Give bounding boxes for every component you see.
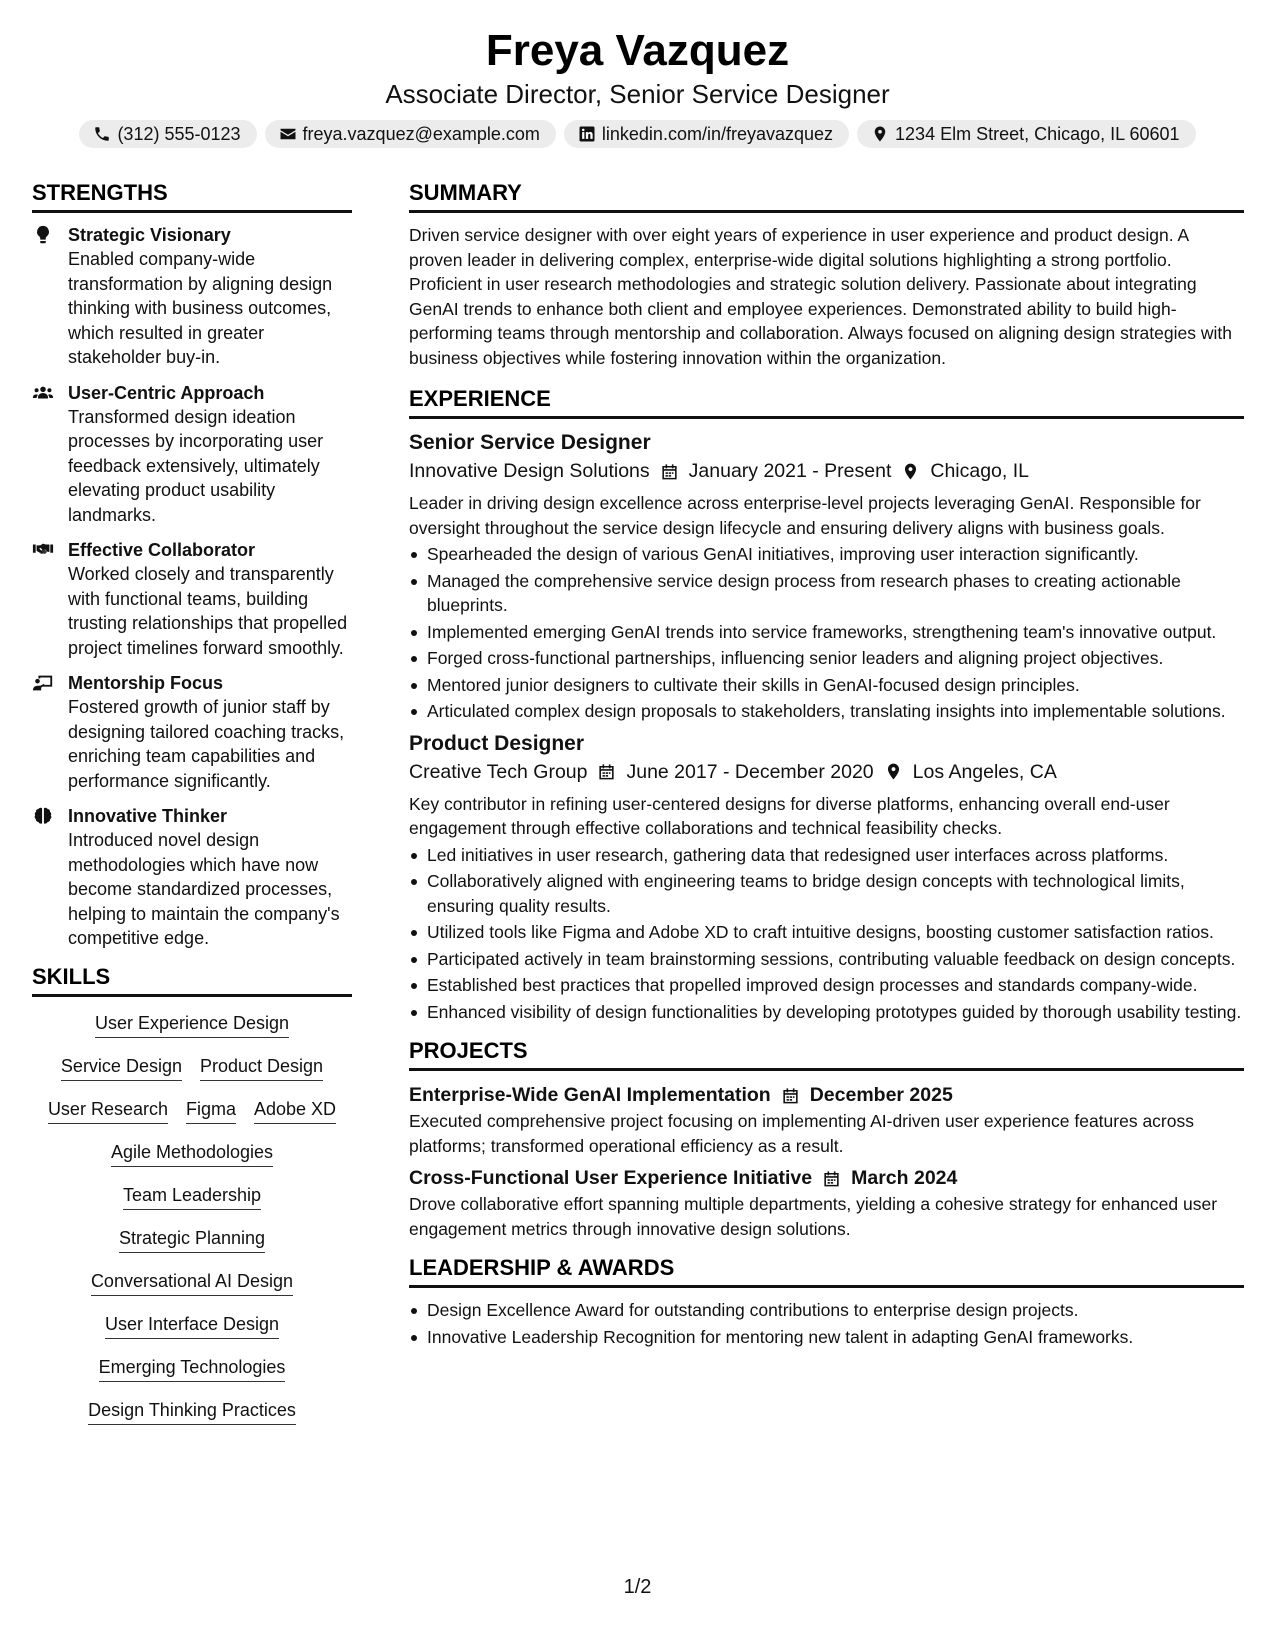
awards-list <box>409 1298 1244 1349</box>
strength-desc: Transformed design ideation processes by incorporating user feedback extensively, ultimately elevating product usability landmarks. <box>68 406 324 525</box>
contact-address-text: 1234 Elm Street, Chicago, IL 60601 <box>895 124 1180 144</box>
skill-row <box>32 1140 352 1167</box>
calendar-icon <box>781 1086 800 1105</box>
contact-linkedin[interactable] <box>564 120 849 148</box>
strength-item <box>32 538 352 660</box>
project-entry <box>409 1164 1244 1241</box>
job-dates: June 2017 - December 2020 <box>626 760 874 783</box>
list-item: Enhanced visibility of design functionalities by developing prototypes guided by thorough usability testing. <box>409 1000 1244 1025</box>
job-location: Los Angeles, CA <box>912 760 1057 783</box>
list-item: Spearheaded the design of various GenAI initiatives, improving user interaction significantly. <box>409 542 1244 567</box>
skill-tag: Adobe XD <box>254 1097 336 1124</box>
strengths-heading: STRENGTHS <box>32 178 352 213</box>
calendar-icon <box>822 1169 841 1188</box>
project-title: Cross-Functional User Experience Initiative <box>409 1167 813 1189</box>
linkedin-icon <box>578 125 596 143</box>
job-entry <box>409 730 1244 1025</box>
skill-tag: Conversational AI Design <box>91 1269 293 1296</box>
skill-tag: Service Design <box>61 1054 182 1081</box>
list-item: Established best practices that propelled improved design processes and standards company-wide. <box>409 973 1244 998</box>
project-entry <box>409 1081 1244 1158</box>
strength-title: User-Centric Approach <box>68 382 265 403</box>
contact-linkedin-text: linkedin.com/in/freyavazquez <box>601 124 834 144</box>
skill-tag: Team Leadership <box>123 1183 261 1210</box>
strength-title: Innovative Thinker <box>68 806 228 826</box>
skill-row <box>32 1226 352 1253</box>
skill-row <box>32 1054 352 1081</box>
skills-list <box>32 1007 352 1425</box>
project-date: December 2025 <box>809 1084 953 1106</box>
skill-tag: Strategic Planning <box>119 1226 265 1253</box>
list-item: Forged cross-functional partnerships, influencing senior leaders and aligning project objectives. <box>409 646 1244 671</box>
list-item: Design Excellence Award for outstanding contributions to enterprise design projects. <box>409 1298 1244 1323</box>
handshake-icon <box>32 539 54 561</box>
job-title: Senior Service Designer <box>409 431 651 454</box>
job-bullets <box>409 843 1244 1025</box>
list-item: Articulated complex design proposals to stakeholders, translating insights into implementable solutions. <box>409 699 1244 724</box>
projects-heading: PROJECTS <box>409 1036 1244 1071</box>
map-pin-icon <box>871 125 889 143</box>
strength-desc: Fostered growth of junior staff by designing tailored coaching tracks, enriching team capabilities and performance significantly. <box>68 697 345 791</box>
experience-heading: EXPERIENCE <box>409 384 1244 419</box>
candidate-title: Associate Director, Senior Service Designer <box>385 79 890 109</box>
strength-desc: Worked closely and transparently with functional teams, building trusting relationships that propelled project timelines forward smoothly. <box>68 564 348 658</box>
skill-tag: Figma <box>186 1097 236 1124</box>
map-pin-icon <box>884 762 903 781</box>
list-item: Mentored junior designers to cultivate their skills in GenAI-focused design principles. <box>409 673 1244 698</box>
project-title: Enterprise-Wide GenAI Implementation <box>409 1084 771 1106</box>
skill-tag: Design Thinking Practices <box>88 1398 296 1425</box>
list-item: Innovative Leadership Recognition for mentoring new talent in adapting GenAI frameworks. <box>409 1325 1244 1350</box>
skill-row <box>32 1312 352 1339</box>
project-description: Executed comprehensive project focusing on implementing AI-driven user experience features across platforms; transformed operational efficiency as a result. <box>409 1111 1194 1156</box>
strength-desc: Introduced novel design methodologies which have now become standardized processes, helping to maintain the company's competitive edge. <box>68 830 340 948</box>
skill-tag: Product Design <box>200 1054 323 1081</box>
strength-item <box>32 671 352 793</box>
contact-phone-text: (312) 555-0123 <box>117 124 241 144</box>
users-icon <box>32 382 54 404</box>
skill-row <box>32 1097 352 1124</box>
list-item: Utilized tools like Figma and Adobe XD to craft intuitive designs, boosting customer satisfaction ratios. <box>409 920 1244 945</box>
job-description: Key contributor in refining user-centered designs for diverse platforms, enhancing overall end-user engagement through effective collaborations and technical feasibility checks. <box>409 793 1170 838</box>
skill-tag: Emerging Technologies <box>99 1355 286 1382</box>
skill-row <box>32 1355 352 1382</box>
strength-title: Effective Collaborator <box>68 540 256 560</box>
job-company: Innovative Design Solutions <box>409 460 650 482</box>
envelope-icon <box>279 125 297 143</box>
contact-phone[interactable] <box>79 120 256 148</box>
calendar-icon <box>597 762 616 781</box>
awards-heading: LEADERSHIP & AWARDS <box>409 1253 1244 1288</box>
lightbulb-icon <box>32 224 54 246</box>
resume-header <box>0 0 1275 148</box>
list-item: Led initiatives in user research, gathering data that redesigned user interfaces across platforms. <box>409 843 1244 868</box>
candidate-name: Freya Vazquez <box>485 26 790 75</box>
map-pin-icon <box>901 462 920 481</box>
job-company: Creative Tech Group <box>409 760 588 783</box>
strength-item <box>32 223 352 370</box>
summary-text: Driven service designer with over eight years of experience in user experience and product design. A proven leader in delivering complex, enterprise-wide digital solutions highlighting a strong portfolio. Proficient in user research methodologies and strategic solution delivery. Passionate about integrating GenAI trends to enhance both client and employee experiences. Demonstrated ability to build high-performing teams through mentorship and collaboration. Always focused on aligning design strategies with business objectives while fostering innovation within the organization. <box>409 225 1232 368</box>
contact-email-text: freya.vazquez@example.com <box>302 124 540 144</box>
job-dates: January 2021 - Present <box>688 460 892 482</box>
skill-tag: User Interface Design <box>105 1312 279 1339</box>
skill-tag: Agile Methodologies <box>111 1140 273 1167</box>
project-title-row <box>409 1164 1244 1192</box>
job-bullets <box>409 542 1244 724</box>
right-column <box>409 178 1244 1351</box>
strength-item <box>32 804 352 951</box>
skill-row <box>32 1269 352 1296</box>
list-item: Implemented emerging GenAI trends into service frameworks, strengthening team's innovative output. <box>409 620 1244 645</box>
skill-tag: User Research <box>48 1097 168 1124</box>
left-column <box>32 178 352 1441</box>
job-description: Leader in driving design excellence across enterprise-level projects leveraging GenAI. Responsible for oversight throughout the service design lifecycle and ensuring delivery aligns with business goals. <box>409 493 1201 538</box>
list-item: Collaboratively aligned with engineering teams to bridge design concepts with technological limits, ensuring quality results. <box>409 869 1244 918</box>
skills-heading: SKILLS <box>32 962 352 997</box>
skill-row <box>32 1398 352 1425</box>
page-number: 1/2 <box>623 1576 652 1598</box>
brain-icon <box>32 805 54 827</box>
job-title: Product Designer <box>409 731 585 755</box>
list-item: Participated actively in team brainstorming sessions, contributing valuable feedback on design concepts. <box>409 947 1244 972</box>
strength-desc: Enabled company-wide transformation by aligning design thinking with business outcomes, which resulted in greater stakeholder buy-in. <box>68 249 333 367</box>
contact-address[interactable] <box>857 120 1196 148</box>
job-meta <box>409 758 1244 786</box>
strength-title: Mentorship Focus <box>68 673 224 693</box>
job-meta <box>409 457 1244 485</box>
job-location: Chicago, IL <box>930 460 1030 482</box>
contact-bar <box>0 120 1275 148</box>
phone-icon <box>93 125 111 143</box>
calendar-icon <box>660 462 679 481</box>
project-date: March 2024 <box>851 1167 958 1189</box>
project-title-row <box>409 1081 1244 1109</box>
skill-row <box>32 1183 352 1210</box>
contact-email[interactable] <box>265 120 556 148</box>
summary-heading: SUMMARY <box>409 178 1244 213</box>
list-item: Managed the comprehensive service design process from research phases to creating actionable blueprints. <box>409 569 1244 618</box>
skill-row <box>32 1011 352 1038</box>
strength-title: Strategic Visionary <box>68 225 231 245</box>
job-entry <box>409 429 1244 724</box>
project-description: Drove collaborative effort spanning multiple departments, yielding a cohesive strategy for enhanced user engagement metrics through innovative design solutions. <box>409 1194 1218 1239</box>
strength-item <box>32 381 352 528</box>
skill-tag: User Experience Design <box>95 1011 289 1038</box>
chalkboard-teacher-icon <box>32 672 54 694</box>
